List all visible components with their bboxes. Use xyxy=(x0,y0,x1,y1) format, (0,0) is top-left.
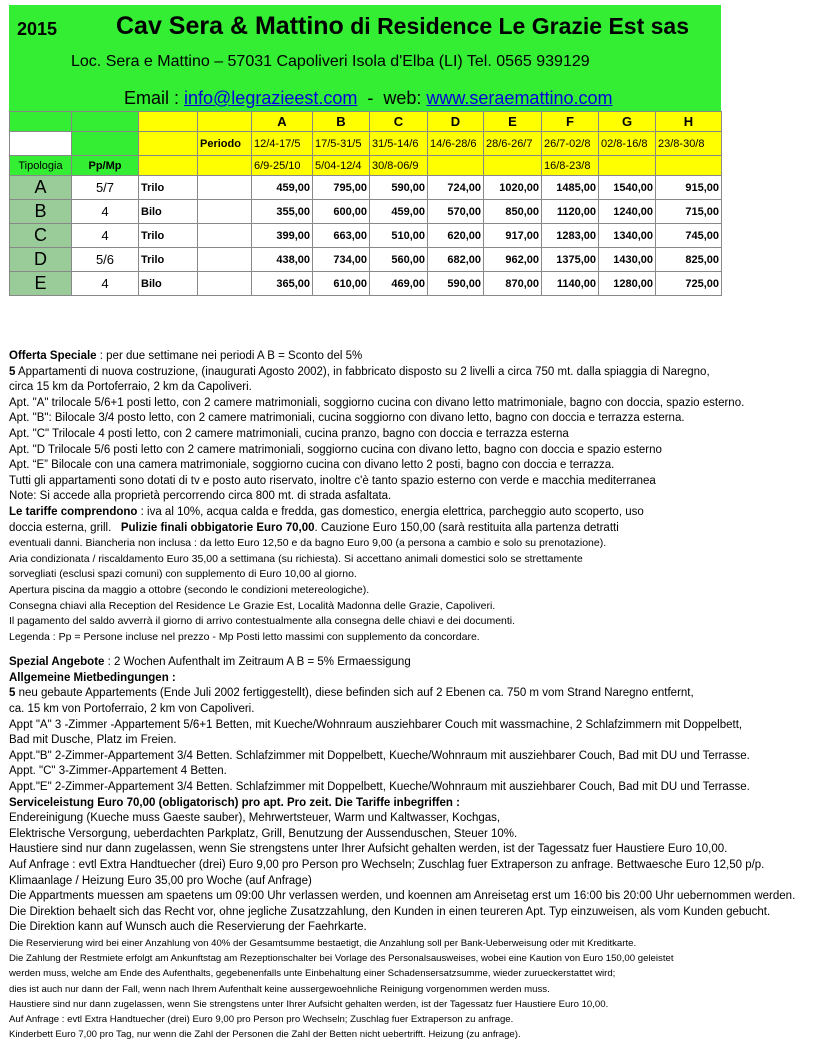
price: 745,00 xyxy=(656,224,722,248)
text-line: Die Appartments muessen am spaetens um 09:00 Uhr verlassen werden, und koennen am Anreisetag erst um 16:00 bis 20:00 Uhr uebernommen werden. xyxy=(9,890,796,903)
period-1: 02/8-16/8 xyxy=(599,132,656,156)
period-1: 17/5-31/5 xyxy=(313,132,370,156)
apartment-kind: Trilo xyxy=(139,224,198,248)
text-line xyxy=(9,521,814,537)
text-line: Appt."E" 2-Zimmer-Appartement 3/4 Betten. Schlafzimmer mit Doppelbett, Kueche/Wohnraum mit ausziehbarer Couch, Bad mit DU und Terrasse. xyxy=(9,781,750,794)
text-line: Kinderbett Euro 7,00 pro Tag, nur wenn die Zahl der Personen die Zahl der Betten nicht uebertrifft. Heizung (zu anfrage). xyxy=(9,1029,521,1041)
price: 870,00 xyxy=(484,272,542,296)
text-line: circa 15 km da Portoferraio, 2 km da Capoliveri. xyxy=(9,381,252,394)
spezial-line xyxy=(9,655,814,671)
title-suffix: di Residence Le Grazie Est sas xyxy=(343,13,690,39)
email-label: Email : xyxy=(124,88,185,108)
title-main: Cav Sera & Mattino xyxy=(116,12,344,40)
table-row xyxy=(10,176,722,200)
text-line: Haustiere sind nur dann zugelassen, wenn Sie strengstens unter Ihrer Aufsicht gehalten werden, ist der Tagessatz fuer Haustiere Euro 10,00. xyxy=(9,843,728,856)
price: 850,00 xyxy=(484,200,542,224)
offer-title: Offerta Speciale xyxy=(9,350,97,362)
price: 1120,00 xyxy=(542,200,599,224)
ppmp-label: Pp/Mp xyxy=(72,156,139,176)
price: 600,00 xyxy=(313,200,370,224)
text-line: Aria condizionata / riscaldamento Euro 35,00 a settimana (su richiesta). Si accettano animali domestici solo se strettamente xyxy=(9,552,583,565)
apartment-kind: Trilo xyxy=(139,176,198,200)
price: 570,00 xyxy=(428,200,484,224)
price: 459,00 xyxy=(370,200,428,224)
text-line: Die Zahlung der Restmiete erfolgt am Ankunftstag am Rezeptionschalter bei Vorlage des Personalsausweises, wobei eine Kaution von Euro 150,00 geleistet xyxy=(9,953,674,965)
email-link[interactable]: info@legrazieest.com xyxy=(184,88,358,108)
price: 365,00 xyxy=(252,272,313,296)
period-2 xyxy=(656,156,722,176)
text-span: : iva al 10%, acqua calda e fredda, gas domestico, energia elettrica, parcheggio auto scoperto, uso xyxy=(137,505,644,518)
price: 510,00 xyxy=(370,224,428,248)
period-2: 30/8-06/9 xyxy=(370,156,428,176)
col-letter: C xyxy=(370,112,428,132)
text-line: Tutti gli appartamenti sono dotati di tv e posto auto riservato, inoltre c'è tanto spazio esterno con verde e macchia mediterranea xyxy=(9,474,656,487)
text-line xyxy=(9,505,814,521)
text-line: Legenda : Pp = Persone incluse nel prezzo - Mp Posti letto massimi con supplemento da concordare. xyxy=(9,630,480,643)
text-span: Appartamenti di nuova costruzione, (inaugurati Agosto 2002), in fabbricato disposto su 2 livelli a circa 750 mt. dalla spiaggia di Naregno, xyxy=(15,365,710,378)
price: 1540,00 xyxy=(599,176,656,200)
price: 459,00 xyxy=(252,176,313,200)
tipologia: D xyxy=(10,248,72,272)
price: 590,00 xyxy=(370,176,428,200)
apartment-kind: Bilo xyxy=(139,272,198,296)
ppmp: 5/6 xyxy=(72,248,139,272)
apartment-kind: Trilo xyxy=(139,248,198,272)
cleaning-bold: Pulizie finali obbigatorie Euro 70,00 xyxy=(120,521,315,534)
web-link[interactable]: www.seraemattino.com xyxy=(426,88,613,108)
apartment-kind: Bilo xyxy=(139,200,198,224)
period-2: 6/9-25/10 xyxy=(252,156,313,176)
price: 560,00 xyxy=(370,248,428,272)
period-2: 5/04-12/4 xyxy=(313,156,370,176)
tipologia: B xyxy=(10,200,72,224)
text-span: : 2 Wochen Aufenthalt im Zeitraum A B = 5% Ermaessigung xyxy=(104,656,411,669)
text-line xyxy=(9,796,814,812)
price: 962,00 xyxy=(484,248,542,272)
text-line: Die Direktion kann auf Wunsch auch die Reservierung der Faehrkarte. xyxy=(9,921,367,934)
tipologia: A xyxy=(10,176,72,200)
price: 438,00 xyxy=(252,248,313,272)
price: 610,00 xyxy=(313,272,370,296)
text-line: dies ist auch nur dann der Fall, wenn nach Ihrem Aufenthalt keine aussergewoehnliche Reinigung vorgenommen werden muss. xyxy=(9,983,550,995)
col-letter: A xyxy=(252,112,313,132)
price: 724,00 xyxy=(428,176,484,200)
tipologia: E xyxy=(10,272,72,296)
year: 2015 xyxy=(17,19,58,39)
tipologia: C xyxy=(10,224,72,248)
price: 1485,00 xyxy=(542,176,599,200)
price: 1375,00 xyxy=(542,248,599,272)
spezial-title: Spezial Angebote xyxy=(9,656,105,669)
price: 1020,00 xyxy=(484,176,542,200)
text-line: Apt. “E” Bilocale con una camera matrimoniale, soggiorno cucina con divano letto 2 posti, bagno con doccia e terrazza. xyxy=(9,459,615,472)
text-line: Die Reservierung wird bei einer Anzahlung von 40% der Gesamtsumme bestaetigt, die Anzahlung soll per Bank-Ueberweisung oder mit Kreditkarte. xyxy=(9,937,637,949)
col-letter: H xyxy=(656,112,722,132)
col-letter: B xyxy=(313,112,370,132)
col-letter: E xyxy=(484,112,542,132)
offer-text: : per due settimane nei periodi A B = Sconto del 5% xyxy=(96,350,363,362)
text-line: Apt. "D Trilocale 5/6 posti letto con 2 camere matrimoniali, soggiorno cucina con divano letto, bagno con doccia e spazio esterno xyxy=(9,443,662,456)
text-line: Haustiere sind nur dann zugelassen, wenn Sie strengstens unter Ihrer Aufsicht gehalten werden, ist der Tagessatz fuer Haustiere Euro 10,00. xyxy=(9,998,609,1010)
text-line xyxy=(9,365,814,381)
text-line: Auf Anfrage : evtl Extra Handtuecher (drei) Euro 9,00 pro Person pro Wechseln; Zuschlag fuer Extraperson zu anfrage. xyxy=(9,1013,514,1025)
price: 725,00 xyxy=(656,272,722,296)
conditions-text xyxy=(9,349,814,1042)
period-2 xyxy=(599,156,656,176)
price: 1280,00 xyxy=(599,272,656,296)
table-row xyxy=(10,248,722,272)
period-1: 26/7-02/8 xyxy=(542,132,599,156)
price: 399,00 xyxy=(252,224,313,248)
price-table xyxy=(9,111,722,296)
price: 682,00 xyxy=(428,248,484,272)
letter-row xyxy=(10,112,722,132)
ppmp: 4 xyxy=(72,224,139,248)
web-label: - web: xyxy=(357,88,427,108)
allgemeine-title: Allgemeine Mietbedingungen : xyxy=(9,671,176,684)
price: 620,00 xyxy=(428,224,484,248)
text-line: Auf Anfrage : evtl Extra Handtuecher (drei) Euro 9,00 pro Person pro Wechseln; Zuschlag fuer Extraperson zu anfrage. Bettwaesche Euro 12,50 p/p. xyxy=(9,859,765,871)
tariff-title: Le tariffe comprendono xyxy=(9,505,138,518)
text-line xyxy=(9,671,814,687)
period-1: 12/4-17/5 xyxy=(252,132,313,156)
period-2: 16/8-23/8 xyxy=(542,156,599,176)
col-letter: G xyxy=(599,112,656,132)
text-line: werden muss, welche am Ende des Aufenthalts, gegebenenfalls unte Einbehaltung einer Schadensersatzsumme, wieder zurueckerstattet wird; xyxy=(9,968,616,980)
price: 590,00 xyxy=(428,272,484,296)
price: 469,00 xyxy=(370,272,428,296)
text-line: Appt "A" 3 -Zimmer -Appartement 5/6+1 Betten, mit Kueche/Wohnraum ausziehbarer Couch mit wassmachine, 2 Schlafzimmern mit Doppelbett, xyxy=(9,718,743,731)
col-letter: D xyxy=(428,112,484,132)
spacer xyxy=(9,645,814,655)
tipologia-label: Tipologia xyxy=(10,156,72,176)
period-2 xyxy=(428,156,484,176)
period-1: 14/6-28/6 xyxy=(428,132,484,156)
table-row xyxy=(10,272,722,296)
price: 734,00 xyxy=(313,248,370,272)
price: 1340,00 xyxy=(599,224,656,248)
count-bold: 5 xyxy=(9,365,16,378)
col-letter: F xyxy=(542,112,599,132)
count-bold: 5 xyxy=(9,687,16,700)
ppmp: 4 xyxy=(72,272,139,296)
text-line: Klimaanlage / Heizung Euro 35,00 pro Woche (auf Anfrage) xyxy=(9,874,312,887)
price: 1140,00 xyxy=(542,272,599,296)
text-line: Die Direktion behaelt sich das Recht vor, ohne jegliche Zusatzzahlung, den Kunden in einen teureren Apt. Typ einzuweisen, als vom Kunden gebucht. xyxy=(9,905,771,918)
table-row xyxy=(10,224,722,248)
text-line: Apt. "A" trilocale 5/6+1 posti letto, con 2 camere matrimoniali, soggiorno cucina con divano letto matrimoniale, bagno con doccia, spazio esterno. xyxy=(9,396,745,409)
text-line: Endereinigung (Kueche muss Gaeste sauber), Mehrwertsteuer, Warm und Kaltwasser, Kochgas, xyxy=(9,812,501,825)
text-line: ca. 15 km von Portoferraio, 2 km von Capoliveri. xyxy=(9,703,255,716)
text-line xyxy=(9,686,814,702)
period-1: 28/6-26/7 xyxy=(484,132,542,156)
ppmp: 5/7 xyxy=(72,176,139,200)
text-line: Appt. "C" 3-Zimmer-Appartement 4 Betten. xyxy=(9,765,227,778)
period-1: 31/5-14/6 xyxy=(370,132,428,156)
price: 1430,00 xyxy=(599,248,656,272)
text-line: eventuali danni. Biancheria non inclusa : da letto Euro 12,50 e da bagno Euro 9,00 (a persona a cambio e solo su prenotazione). xyxy=(9,537,607,550)
offer-line xyxy=(9,349,814,365)
period2-row xyxy=(10,156,722,176)
text-span: doccia esterna, grill. xyxy=(9,521,121,534)
period-1: 23/8-30/8 xyxy=(656,132,722,156)
price: 795,00 xyxy=(313,176,370,200)
text-line: Apt. "B": Bilocale 3/4 posto letto, con 2 camere matrimoniali, cucina soggiorno con divano letto, bagno con doccia e terrazza esterna. xyxy=(9,412,685,425)
ppmp: 4 xyxy=(72,200,139,224)
text-line: Bad mit Dusche, Platz im Freien. xyxy=(9,734,177,747)
text-line: Apertura piscina da maggio a ottobre (secondo le condizioni metereologiche). xyxy=(9,583,370,596)
page-title xyxy=(116,12,689,41)
price: 825,00 xyxy=(656,248,722,272)
address: Loc. Sera e Mattino – 57031 Capoliveri Isola d'Elba (LI) Tel. 0565 939129 xyxy=(71,53,590,70)
text-line: Appt."B" 2-Zimmer-Appartement 3/4 Betten. Schlafzimmer mit Doppelbett, Kueche/Wohnraum mit ausziehbarer Couch, Bad mit DU und Terrasse. xyxy=(9,749,750,762)
header-banner xyxy=(9,5,721,111)
text-line: Apt. "C" Trilocale 4 posti letto, con 2 camere matrimoniali, cucina pranzo, bagno con doccia e terrazza esterna xyxy=(9,427,569,440)
price: 915,00 xyxy=(656,176,722,200)
contact-line xyxy=(124,88,612,109)
text-span: . Cauzione Euro 150,00 (sarà restituita alla partenza detratti xyxy=(314,521,619,534)
period-row xyxy=(10,132,722,156)
price: 1283,00 xyxy=(542,224,599,248)
text-line: Il pagamento del saldo avverrà il giorno di arrivo contestualmente alla consegna delle chiavi e dei documenti. xyxy=(9,615,516,628)
text-line: Elektrische Versorgung, ueberdachten Parkplatz, Grill, Benutzung der Aussenduschen, Steuer 10%. xyxy=(9,827,518,840)
price: 917,00 xyxy=(484,224,542,248)
table-row xyxy=(10,200,722,224)
text-line: sorvegliati (esclusi spazi comuni) con supplemento di Euro 10,00 al giorno. xyxy=(9,568,357,581)
price: 1240,00 xyxy=(599,200,656,224)
period-2 xyxy=(484,156,542,176)
text-line: Consegna chiavi alla Reception del Residence Le Grazie Est, Località Madonna delle Grazie, Capoliveri. xyxy=(9,599,496,612)
text-line: Note: Si accede alla proprietà percorrendo circa 800 mt. di strada asfaltata. xyxy=(9,490,392,503)
text-span: neu gebaute Appartements (Ende Juli 2002 fertiggestellt), diese befinden sich auf 2 Ebenen ca. 750 m vom Strand Naregno entfernt, xyxy=(15,687,694,700)
service-title: Serviceleistung Euro 70,00 (obligatorisch) pro apt. Pro zeit. Die Tariffe inbegriffen : xyxy=(9,796,460,809)
periodo-label: Periodo xyxy=(198,132,252,156)
price: 715,00 xyxy=(656,200,722,224)
price: 355,00 xyxy=(252,200,313,224)
price: 663,00 xyxy=(313,224,370,248)
